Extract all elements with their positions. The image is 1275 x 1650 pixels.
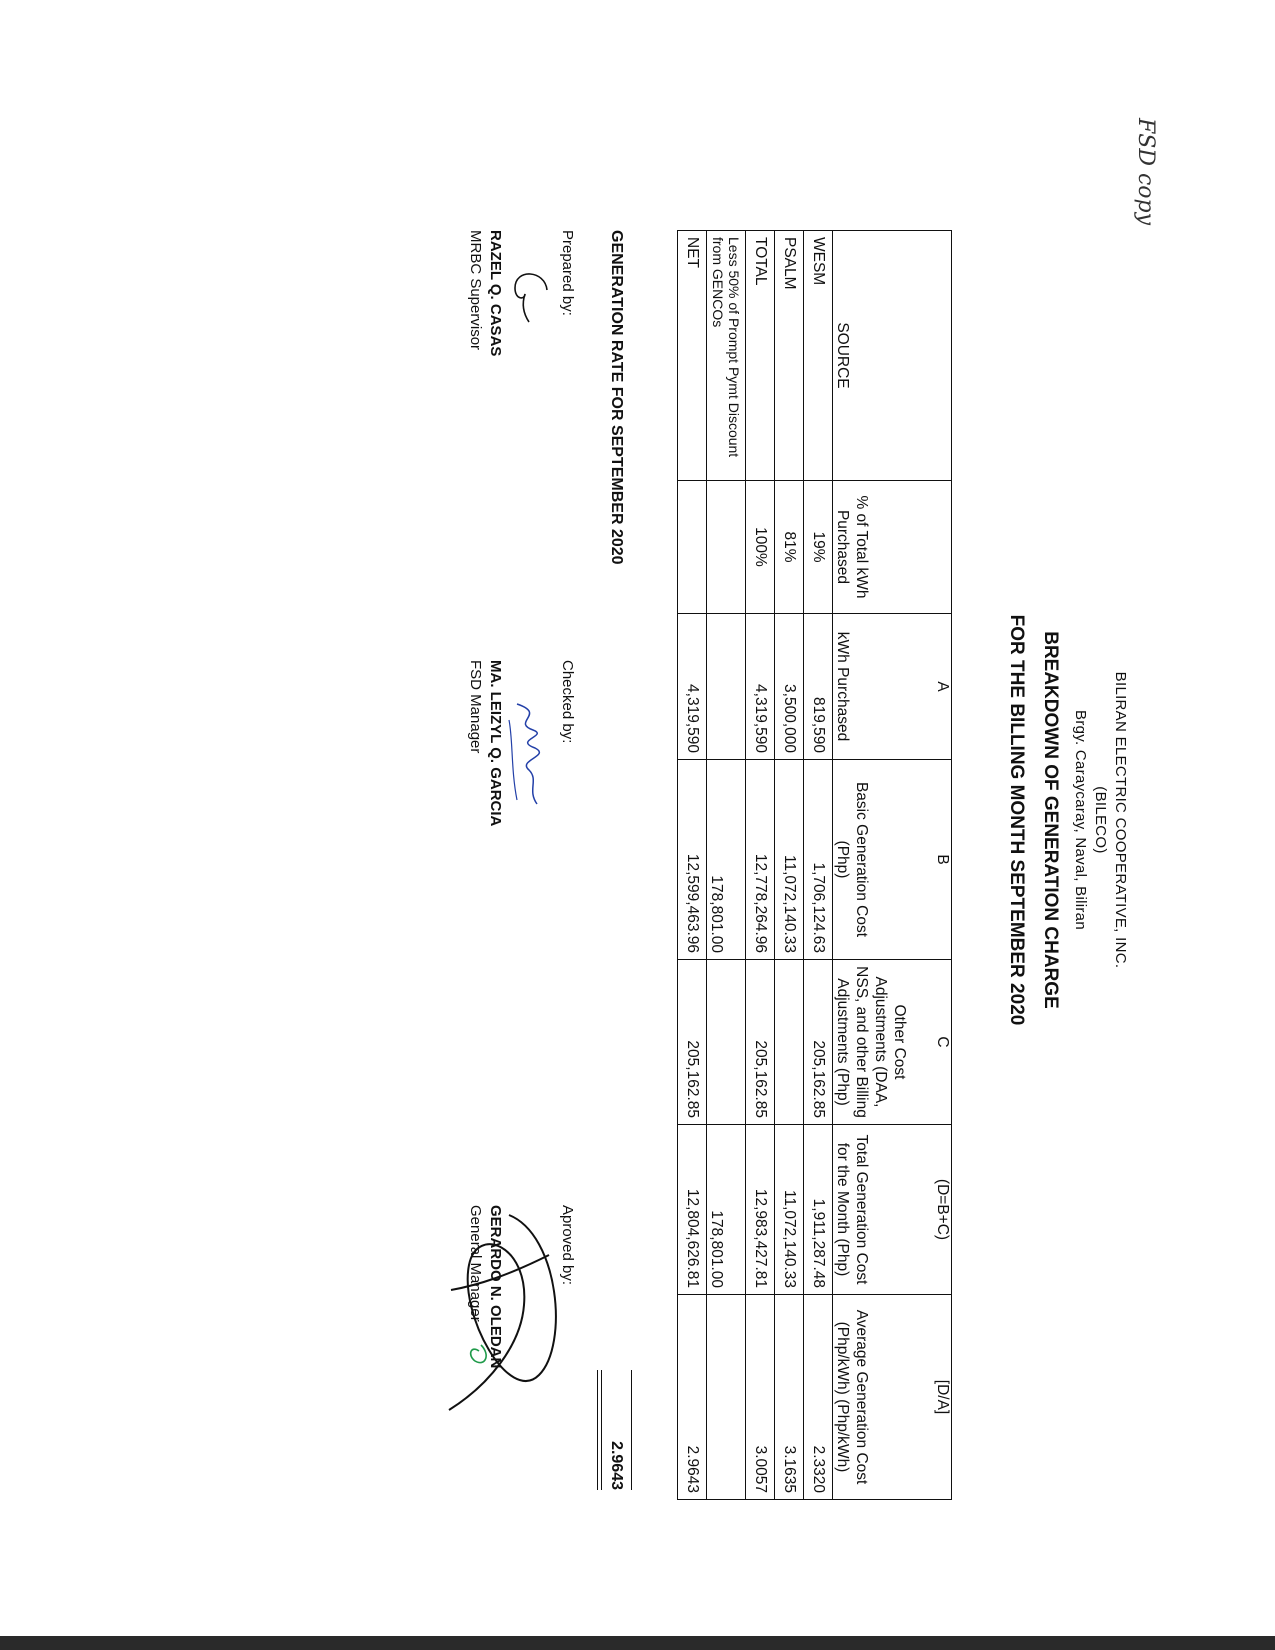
generation-charge-table xyxy=(677,230,952,1500)
signature-mark xyxy=(503,700,557,810)
cell-source: Less 50% of Prompt Pymt Discount from GENCOs xyxy=(707,231,746,481)
cell-source: WESM xyxy=(804,231,833,481)
rotated-document xyxy=(180,140,1130,1500)
cell-avg: 3.1635 xyxy=(775,1295,804,1500)
cell-basic: 1,706,124.63 xyxy=(804,760,833,960)
col-letter: [D/A] xyxy=(933,1295,952,1500)
org-abbr: (BILECO) xyxy=(1092,786,1109,854)
cell-total: 11,072,140.33 xyxy=(775,1125,804,1295)
prepared-title: MRBC Supervisor xyxy=(467,230,484,351)
rate-double-rule-1 xyxy=(601,1370,602,1490)
cell-pct: 100% xyxy=(746,481,775,614)
rate-top-rule xyxy=(631,1370,632,1490)
col-letter: A xyxy=(933,614,952,760)
cell-kwh: 4,319,590 xyxy=(746,614,775,760)
cell-other xyxy=(707,960,746,1125)
cell-other: 205,162.85 xyxy=(678,960,707,1125)
cell-basic: 11,072,140.33 xyxy=(775,760,804,960)
rate-double-rule-2 xyxy=(597,1370,598,1490)
cell-basic: 178,801.00 xyxy=(707,760,746,960)
cell-avg: 3.0057 xyxy=(746,1295,775,1500)
org-address: Brgy. Caraycaray, Naval, Biliran xyxy=(1072,710,1089,930)
cell-pct xyxy=(707,481,746,614)
doc-subtitle: FOR THE BILLING MONTH SEPTEMBER 2020 xyxy=(1006,614,1027,1026)
col-header-pct: % of Total kWh Purchased xyxy=(833,481,934,614)
col-header-total: Total Generation Cost for the Month (Php) xyxy=(833,1125,934,1295)
col-header-source: SOURCE xyxy=(833,231,934,481)
scanner-shadow xyxy=(0,1636,1275,1650)
table-row-total xyxy=(746,231,775,1500)
handwritten-note: FSD copy xyxy=(1133,118,1158,226)
cell-pct xyxy=(678,481,707,614)
col-letter: C xyxy=(933,960,952,1125)
cell-kwh xyxy=(707,614,746,760)
cell-other: 205,162.85 xyxy=(804,960,833,1125)
signatory-checked xyxy=(465,660,577,826)
checked-title: FSD Manager xyxy=(467,660,484,754)
cell-total: 178,801.00 xyxy=(707,1125,746,1295)
checked-name: MA. LEIZYL Q. GARCIA xyxy=(487,660,504,827)
col-letter: (D=B+C) xyxy=(933,1125,952,1295)
column-letter-row xyxy=(933,231,952,1500)
col-letter xyxy=(933,481,952,614)
document-header xyxy=(1002,140,1130,1500)
col-header-basic: Basic Generation Cost (Php) xyxy=(833,760,934,960)
table-row-discount xyxy=(707,231,746,1500)
cell-source: NET xyxy=(678,231,707,481)
cell-basic: 12,778,264.96 xyxy=(746,760,775,960)
cell-kwh: 819,590 xyxy=(804,614,833,760)
cell-source: PSALM xyxy=(775,231,804,481)
table-row xyxy=(775,231,804,1500)
col-letter xyxy=(933,231,952,481)
cell-total: 1,911,287.48 xyxy=(804,1125,833,1295)
col-header-kwh: kWh Purchased xyxy=(833,614,934,760)
cell-other xyxy=(775,960,804,1125)
prepared-label: Prepared by: xyxy=(559,230,576,316)
cell-total: 12,983,427.81 xyxy=(746,1125,775,1295)
cell-source: TOTAL xyxy=(746,231,775,481)
cell-kwh: 3,500,000 xyxy=(775,614,804,760)
checked-label: Checked by: xyxy=(559,660,576,744)
prepared-name: RAZEL Q. CASAS xyxy=(487,230,504,357)
generation-rate-label: GENERATION RATE FOR SEPTEMBER 2020 xyxy=(608,230,625,565)
approved-title: General Manager xyxy=(467,1205,484,1322)
table-row xyxy=(804,231,833,1500)
approved-label: Aproved by: xyxy=(559,1205,576,1286)
col-header-avg: Average Generation Cost (Php/kWh) (Php/kWh) xyxy=(833,1295,934,1500)
col-header-other: Other Cost Adjustments (DAA, NSS, and other Billing Adjustments (Php) xyxy=(833,960,934,1125)
org-name: BILIRAN ELECTRIC COOPERATIVE, INC. xyxy=(1112,671,1129,969)
cell-basic: 12,599,463.96 xyxy=(678,760,707,960)
cell-avg: 2.9643 xyxy=(678,1295,707,1500)
column-header-row xyxy=(833,231,934,1500)
cell-kwh: 4,319,590 xyxy=(678,614,707,760)
approved-name: GERARDO N. OLEDAN xyxy=(487,1205,504,1369)
cell-avg: 2.3320 xyxy=(804,1295,833,1500)
cell-pct: 19% xyxy=(804,481,833,614)
signatory-approved xyxy=(465,1205,577,1368)
signatory-prepared xyxy=(465,230,577,356)
col-letter: B xyxy=(933,760,952,960)
table-row-net xyxy=(678,231,707,1500)
cell-pct: 81% xyxy=(775,481,804,614)
signature-mark xyxy=(439,1195,569,1415)
cell-total: 12,804,626.81 xyxy=(678,1125,707,1295)
cell-avg xyxy=(707,1295,746,1500)
cell-other: 205,162.85 xyxy=(746,960,775,1125)
doc-title: BREAKDOWN OF GENERATION CHARGE xyxy=(1040,631,1061,1009)
signature-mark xyxy=(505,260,555,330)
generation-rate-value: 2.9643 xyxy=(608,1441,625,1490)
